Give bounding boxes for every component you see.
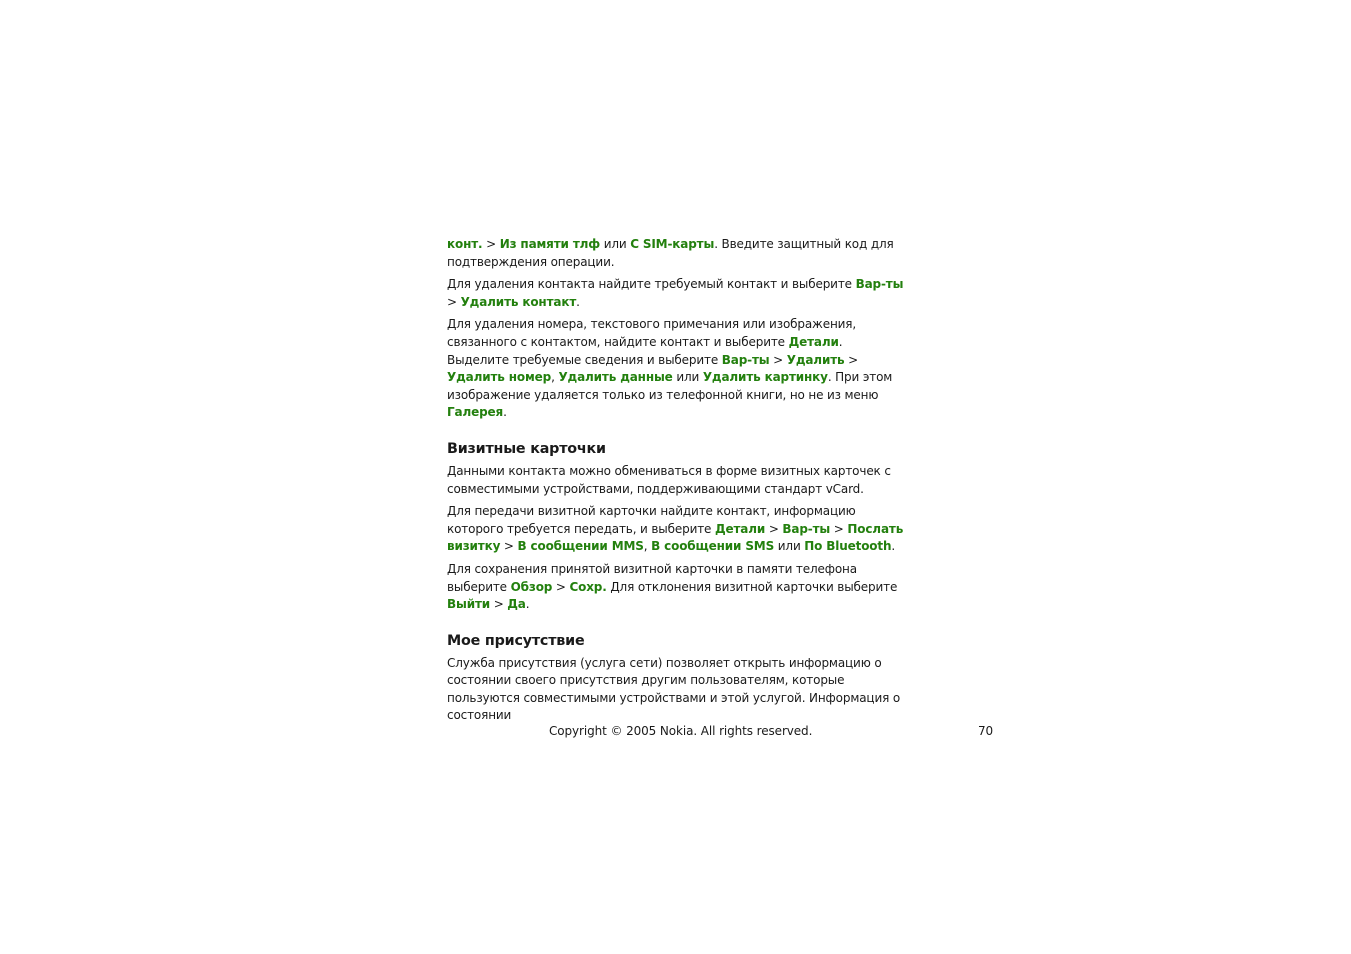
section-heading-my-presence: Мое присутствие [447, 632, 585, 649]
text-run: Для удаления номера, текстового примечания или изображения, связанного с контактом, найдите контакт и выберите [447, 317, 857, 349]
text-run: > [447, 294, 461, 309]
menu-term: Вар-ты [855, 277, 904, 292]
menu-term: Вар-ты [782, 521, 831, 536]
menu-term: Сохр. [569, 579, 607, 594]
text-run: . [576, 294, 580, 309]
menu-term: конт. [447, 237, 483, 251]
page-content [447, 236, 907, 730]
text-run: > [490, 597, 508, 612]
paragraph-delete-details [447, 316, 907, 422]
text-run: или [600, 237, 631, 251]
menu-term: Выйти [447, 597, 491, 612]
text-run: . Выделите требуемые сведения и выберите [447, 334, 843, 367]
text-run: > [830, 521, 848, 536]
menu-term: Да [507, 597, 526, 612]
menu-term: С SIM-карты [630, 237, 715, 251]
text-run: Для сохранения принятой визитной карточки в памяти телефона выберите [447, 561, 857, 594]
text-run: , [551, 370, 559, 385]
text-run: . [525, 597, 530, 612]
text-run: Для удаления контакта найдите требуемый контакт и выберите [447, 277, 856, 292]
text-run: Для отклонения визитной карточки выберите [606, 579, 898, 594]
menu-term: Удалить номер [447, 370, 552, 385]
footer-copyright: Copyright © 2005 Nokia. All rights reserved. [549, 724, 813, 738]
text-run: Для передачи визитной карточки найдите контакт, информацию которого требуется передать, и выберите [447, 504, 856, 536]
text-run: > [500, 539, 518, 554]
paragraph-save-card [447, 561, 907, 614]
text-run: . [503, 405, 507, 420]
menu-term: Вар-ты [721, 352, 770, 367]
paragraph-presence-intro: Служба присутствия (услуга сети) позволяет открыть информацию о состоянии своего присутствия другим пользователям, которые пользуются совместимыми устройствами и этой услугой. Информация о состоянии [447, 655, 901, 723]
menu-term: Из памяти тлф [499, 237, 601, 251]
text-run: > [482, 237, 500, 251]
text-run: > [552, 579, 570, 594]
menu-term: Удалить [786, 352, 845, 367]
menu-term: Удалить контакт [460, 294, 577, 309]
paragraph-vcard-intro: Данными контакта можно обмениваться в форме визитных карточек с совместимыми устройствами, поддерживающими стандарт vCard. [447, 463, 891, 496]
text-run: или [774, 539, 805, 554]
menu-term: В сообщении SMS [651, 539, 775, 554]
menu-term: В сообщении MMS [517, 539, 644, 554]
paragraph-send-card [447, 503, 907, 556]
text-run: , [643, 539, 652, 554]
menu-term: Послать визитку [447, 521, 904, 554]
text-run: . При этом изображение удаляется только из телефонной книги, но не из меню [447, 370, 893, 402]
text-run: > [844, 352, 859, 367]
menu-term: Удалить картинку [702, 370, 828, 385]
menu-term: Обзор [510, 579, 553, 594]
menu-term: Галерея [447, 405, 504, 420]
section-heading-business-cards: Визитные карточки [447, 440, 606, 457]
text-run: или [672, 370, 703, 385]
menu-term: По Bluetooth [804, 539, 892, 554]
menu-term: Удалить данные [558, 370, 673, 385]
page-number: 70 [978, 724, 994, 738]
menu-term: Детали [714, 521, 766, 536]
paragraph-delete-contact [447, 276, 907, 311]
text-run: . [891, 539, 896, 554]
menu-term: Детали [788, 334, 839, 349]
text-run: . Введите защитный код для подтверждения операции. [447, 237, 894, 269]
text-run: > [765, 521, 783, 536]
paragraph-delete-all [447, 236, 907, 271]
text-run: > [769, 352, 787, 367]
